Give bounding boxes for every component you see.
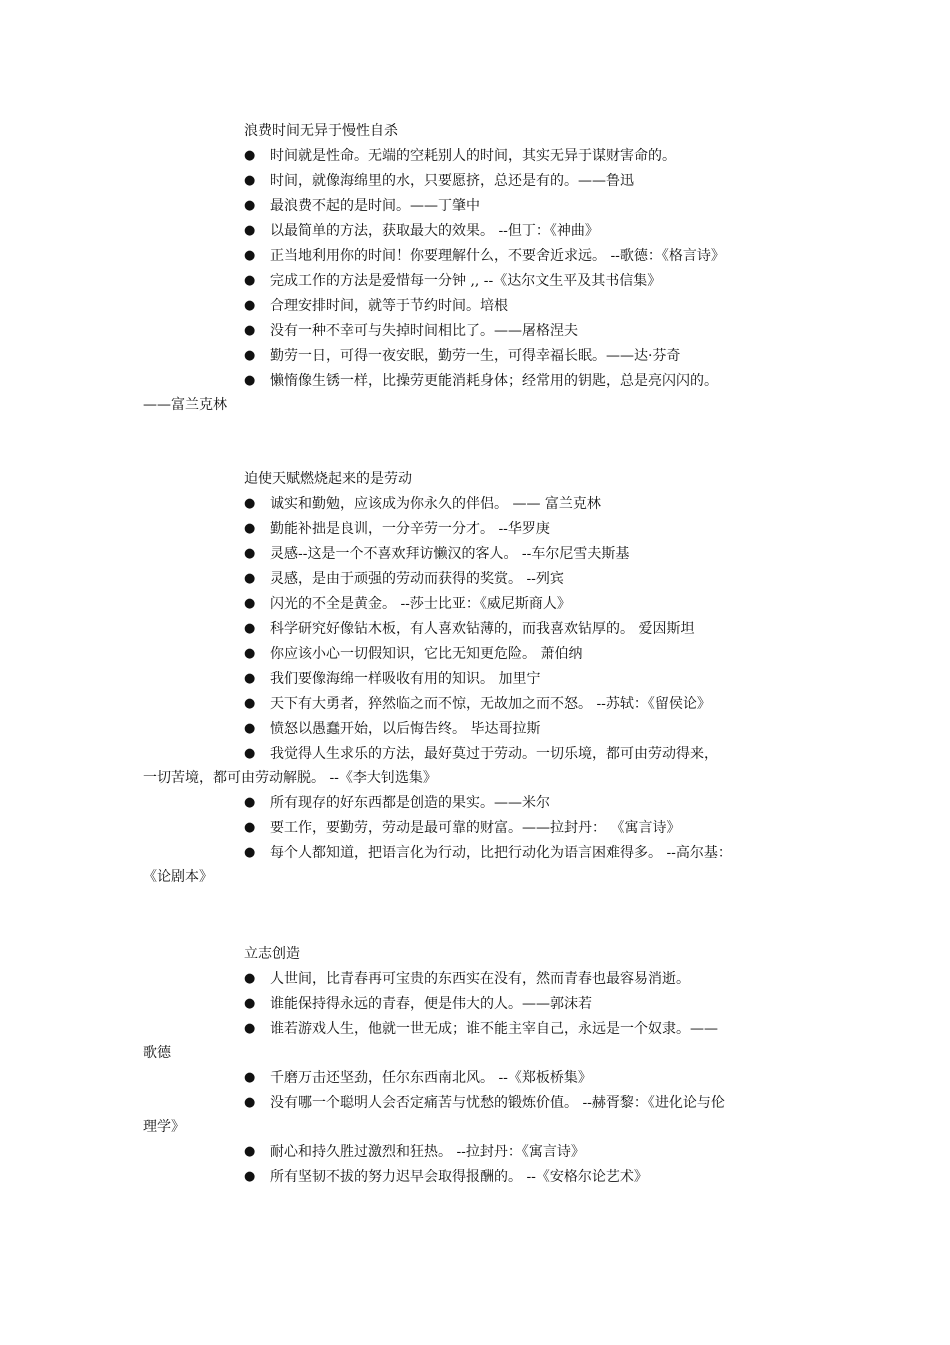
quote-text: 灵感，是由于顽强的劳动而获得的奖赏。 --列宾 [270, 571, 564, 587]
bullet-icon: ● [244, 223, 256, 238]
section-title: 迫使天赋燃烧起来的是劳动 [244, 471, 412, 487]
bullet-icon: ● [244, 348, 256, 363]
quote-text: 没有哪一个聪明人会否定痛苦与忧愁的锻炼价值。 --赫胥黎：《进化论与伦 [270, 1095, 725, 1111]
quote-text: 你应该小心一切假知识，它比无知更危险。 萧伯纳 [270, 646, 583, 662]
quote-continuation: 一切苦境，都可由劳动解脱。 --《李大钊选集》 [143, 770, 437, 786]
quote-text: 闪光的不全是黄金。 --莎士比亚：《威尼斯商人》 [270, 596, 571, 612]
bullet-icon: ● [244, 721, 256, 736]
bullet-icon: ● [244, 546, 256, 561]
quote-text: 所有坚韧不拔的努力迟早会取得报酬的。 --《安格尔论艺术》 [270, 1169, 648, 1185]
quote-text: 完成工作的方法是爱惜每一分钟 ,, --《达尔文生平及其书信集》 [270, 273, 662, 289]
quote-continuation: 理学》 [143, 1119, 185, 1135]
quote-text: 没有一种不幸可与失掉时间相比了。——屠格涅夫 [270, 323, 578, 339]
quote-text: 懒惰像生锈一样，比操劳更能消耗身体；经常用的钥匙，总是亮闪闪的。 [270, 373, 718, 389]
quote-text: 我们要像海绵一样吸收有用的知识。 加里宁 [270, 671, 541, 687]
bullet-icon: ● [244, 1144, 256, 1159]
quote-text: 灵感--这是一个不喜欢拜访懒汉的客人。 --车尔尼雪夫斯基 [270, 546, 630, 562]
bullet-icon: ● [244, 173, 256, 188]
bullet-icon: ● [244, 1095, 256, 1110]
quote-text: 要工作，要勤劳，劳动是最可靠的财富。——拉封丹： 《寓言诗》 [270, 820, 681, 836]
quote-continuation: 歌德 [143, 1045, 171, 1061]
bullet-icon: ● [244, 971, 256, 986]
quote-text: 每个人都知道，把语言化为行动，比把行动化为语言困难得多。 --高尔基： [270, 845, 732, 861]
quote-text: 所有现存的好东西都是创造的果实。——米尔 [270, 795, 550, 811]
quote-text: 谁若游戏人生，他就一世无成；谁不能主宰自己，永远是一个奴隶。—— [270, 1021, 718, 1037]
bullet-icon: ● [244, 621, 256, 636]
bullet-icon: ● [244, 1070, 256, 1085]
bullet-icon: ● [244, 795, 256, 810]
quote-text: 时间就是性命。无端的空耗别人的时间，其实无异于谋财害命的。 [270, 148, 676, 164]
bullet-icon: ● [244, 198, 256, 213]
bullet-icon: ● [244, 996, 256, 1011]
quote-continuation: 《论剧本》 [143, 869, 213, 885]
quote-text: 耐心和持久胜过激烈和狂热。 --拉封丹：《寓言诗》 [270, 1144, 585, 1160]
quote-text: 勤能补拙是良训，一分辛劳一分才。 --华罗庚 [270, 521, 550, 537]
bullet-icon: ● [244, 298, 256, 313]
quote-text: 谁能保持得永远的青春，便是伟大的人。——郭沫若 [270, 996, 592, 1012]
bullet-icon: ● [244, 248, 256, 263]
bullet-icon: ● [244, 820, 256, 835]
quote-text: 人世间，比青春再可宝贵的东西实在没有，然而青春也最容易消逝。 [270, 971, 690, 987]
bullet-icon: ● [244, 148, 256, 163]
bullet-icon: ● [244, 646, 256, 661]
bullet-icon: ● [244, 1169, 256, 1184]
quote-text: 愤怒以愚蠢开始，以后悔告终。 毕达哥拉斯 [270, 721, 541, 737]
quote-text: 时间，就像海绵里的水，只要愿挤，总还是有的。——鲁迅 [270, 173, 634, 189]
quote-text: 千磨万击还坚劲，任尔东西南北风。 --《郑板桥集》 [270, 1070, 592, 1086]
bullet-icon: ● [244, 273, 256, 288]
quote-text: 合理安排时间，就等于节约时间。培根 [270, 298, 508, 314]
bullet-icon: ● [244, 746, 256, 761]
quote-text: 勤劳一日，可得一夜安眠，勤劳一生，可得幸福长眠。——达·芬奇 [270, 348, 681, 364]
quote-continuation: ——富兰克林 [143, 397, 227, 413]
bullet-icon: ● [244, 671, 256, 686]
bullet-icon: ● [244, 571, 256, 586]
bullet-icon: ● [244, 323, 256, 338]
bullet-icon: ● [244, 845, 256, 860]
bullet-icon: ● [244, 521, 256, 536]
quote-text: 最浪费不起的是时间。——丁肇中 [270, 198, 480, 214]
bullet-icon: ● [244, 496, 256, 511]
bullet-icon: ● [244, 1021, 256, 1036]
bullet-icon: ● [244, 373, 256, 388]
section-title: 立志创造 [244, 946, 300, 962]
quote-text: 诚实和勤勉，应该成为你永久的伴侣。 —— 富兰克林 [270, 496, 601, 512]
quote-text: 天下有大勇者，猝然临之而不惊，无故加之而不怒。 --苏轼：《留侯论》 [270, 696, 711, 712]
quote-text: 科学研究好像钻木板，有人喜欢钻薄的，而我喜欢钻厚的。 爱因斯坦 [270, 621, 695, 637]
bullet-icon: ● [244, 596, 256, 611]
section-title: 浪费时间无异于慢性自杀 [244, 123, 398, 139]
quote-text: 正当地利用你的时间！你要理解什么，不要舍近求远。 --歌德：《格言诗》 [270, 248, 725, 264]
quote-text: 以最简单的方法，获取最大的效果。 --但丁：《神曲》 [270, 223, 599, 239]
quote-text: 我觉得人生求乐的方法，最好莫过于劳动。一切乐境，都可由劳动得来， [270, 746, 718, 762]
bullet-icon: ● [244, 696, 256, 711]
